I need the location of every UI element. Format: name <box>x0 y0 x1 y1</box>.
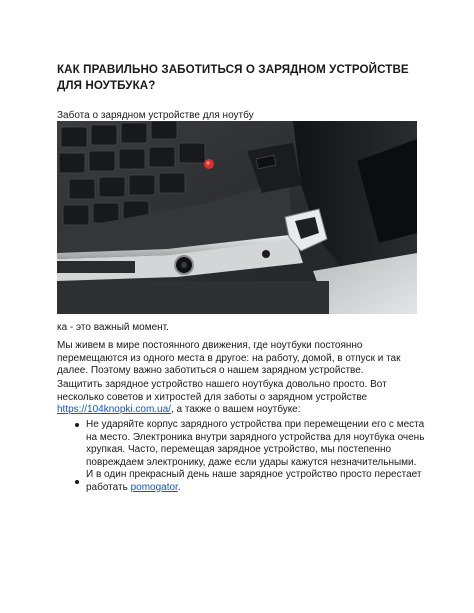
site-link[interactable]: https://104knopki.com.ua/ <box>57 404 171 415</box>
empty-bullet-dot <box>75 480 79 484</box>
paragraph-tips-end: , а также о вашем ноутбуке: <box>170 404 301 415</box>
list-item-text: Не ударяйте корпус зарядного устройства при перемещении его с места на место. Электроника внутри зарядного устройства для ноутбука очень хрупкая. Часто, перемещая зарядное устройство, мы постепенно повреждаем электронику, даже если удары кажутся незначительными. И в один прекрасный день наше зарядное устройство просто перестает работать <box>86 419 425 493</box>
bullet-dot <box>75 423 79 427</box>
list-item <box>86 419 426 494</box>
article-title: КАК ПРАВИЛЬНО ЗАБОТИТЬСЯ О ЗАРЯДНОМ УСТРОЙСТВЕ ДЛЯ НОУТБУКА? <box>57 63 409 92</box>
laptop-photo <box>57 121 417 314</box>
paragraph-intro: Мы живем в мире постоянного движения, где ноутбуки постоянно перемещаются из одного места в другое: на работу, домой, в отпуск и так далее. Поэтому важно заботиться о нашем зарядном устройстве. <box>57 340 401 376</box>
pomogator-link[interactable]: pomogator <box>130 481 178 493</box>
paragraph-tips-text: Защитить зарядное устройство нашего ноутбука довольно просто. Вот несколько советов и хитростей для заботы о зарядном устройстве <box>57 379 387 403</box>
image-caption-end: ка - это важный момент. <box>57 322 169 333</box>
list-item-end: . <box>177 481 181 493</box>
paragraph-tips <box>57 379 423 417</box>
image-caption-start: Забота о зарядном устройстве для ноутбу <box>57 110 254 121</box>
